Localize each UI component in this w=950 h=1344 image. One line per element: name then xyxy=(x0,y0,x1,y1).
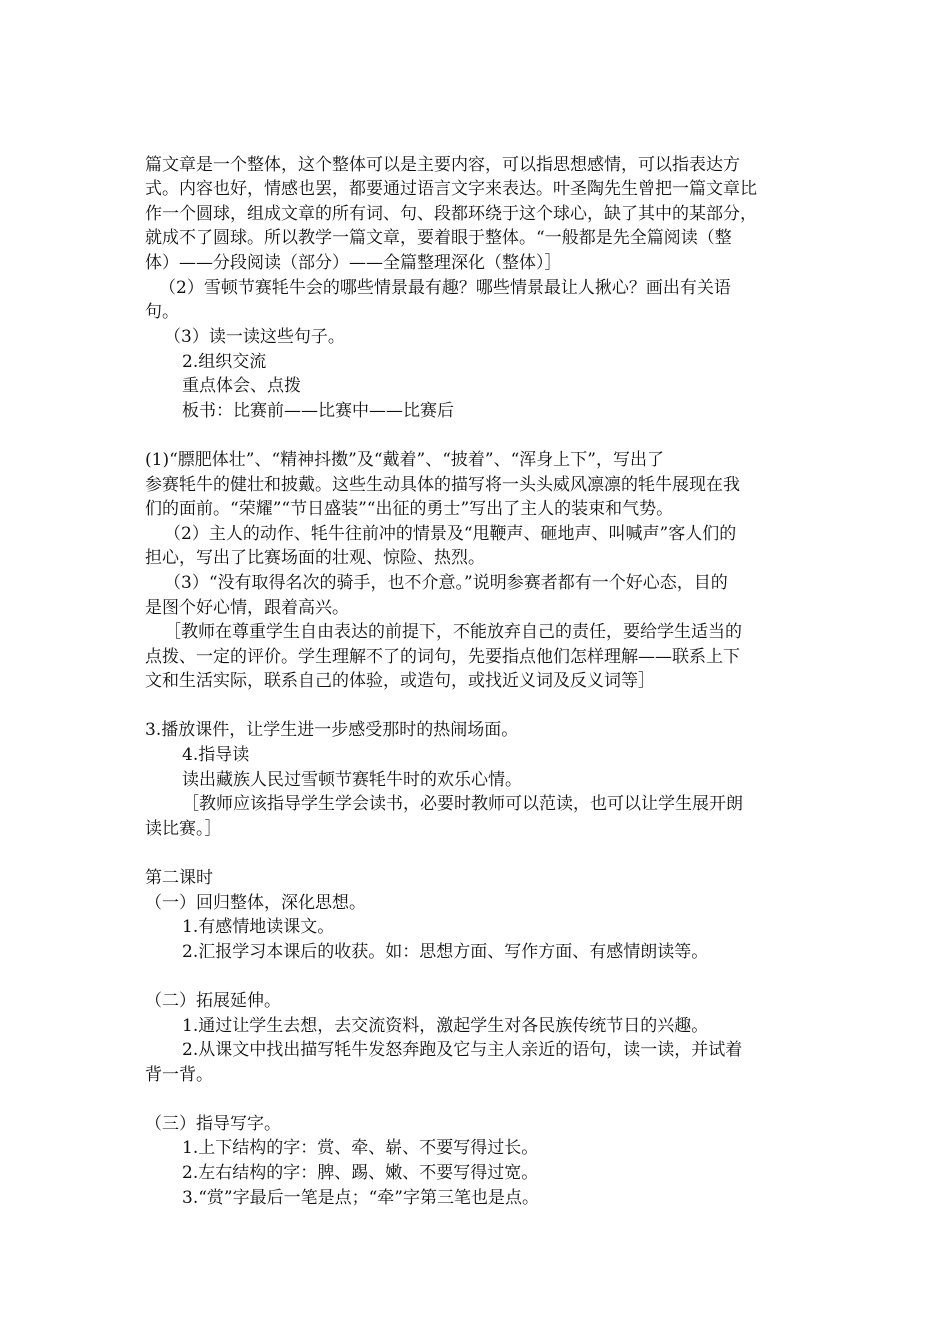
text-line: 文和生活实际，联系自己的体验，或造句，或找近义词及反义词等］ xyxy=(145,671,655,691)
text-line: 1.通过让学生去想，去交流资料，激起学生对各民族传统节日的兴趣。 xyxy=(182,1016,709,1036)
text-line: (1)“膘肥体壮”、“精神抖擞”及“戴着”、“披着”、“浑身上下”，写出了 xyxy=(145,450,664,470)
text-line: （2）雪顿节赛牦牛会的哪些情景最有趣？哪些情景最让人揪心？画出有关语 xyxy=(159,278,731,298)
text-line: （二）拓展延伸。 xyxy=(145,991,281,1011)
text-line: 句。 xyxy=(145,302,179,322)
text-line: 就成不了圆球。所以教学一篇文章，要着眼于整体。“一般都是先全篇阅读（整 xyxy=(145,228,732,248)
text-line: 1.上下结构的字：赏、牵、崭、不要写得过长。 xyxy=(182,1138,539,1158)
text-line: 板书：比赛前——比赛中——比赛后 xyxy=(182,401,454,421)
text-line: 式。内容也好，情感也罢，都要通过语言文字来表达。叶圣陶先生曾把一篇文章比 xyxy=(145,179,757,199)
text-line: （2）主人的动作、牦牛往前冲的情景及“甩鞭声、砸地声、叫喊声”客人们的 xyxy=(164,524,737,544)
text-line: （3）“没有取得名次的骑手，也不介意。”说明参赛者都有一个好心态，目的 xyxy=(164,573,728,593)
text-line: （一）回归整体，深化思想。 xyxy=(145,893,366,913)
text-line: 作一个圆球，组成文章的所有词、句、段都环绕于这个球心，缺了其中的某部分， xyxy=(145,204,757,224)
text-line: 2.从课文中找出描写牦牛发怒奔跑及它与主人亲近的语句，读一读，并试着 xyxy=(182,1040,743,1060)
text-line: 体）——分段阅读（部分）——全篇整理深化（整体）］ xyxy=(145,253,562,273)
text-line: 读比赛。］ xyxy=(145,819,222,839)
text-line: 点拨、一定的评价。学生理解不了的词句，先要指点他们怎样理解——联系上下 xyxy=(145,647,740,667)
text-line: 参赛牦牛的健壮和披戴。这些生动具体的描写将一头头威风凛凛的牦牛展现在我 xyxy=(145,475,740,495)
text-line: 重点体会、点拨 xyxy=(182,376,301,396)
text-line: 2.汇报学习本课后的收获。如：思想方面、写作方面、有感情朗读等。 xyxy=(182,942,709,962)
text-line: ［教师在尊重学生自由表达的前提下，不能放弃自己的责任，要给学生适当的 xyxy=(164,622,742,642)
text-line: 1.有感情地读课文。 xyxy=(182,917,335,937)
text-line: （三）指导写字。 xyxy=(145,1114,281,1134)
text-line: 是图个好心情，跟着高兴。 xyxy=(145,598,349,618)
text-line: 3.播放课件，让学生进一步感受那时的热闹场面。 xyxy=(145,720,519,740)
text-line: 3.“赏”字最后一笔是点；“牵”字第三笔也是点。 xyxy=(182,1188,539,1208)
text-line: 读出藏族人民过雪顿节赛牦牛时的欢乐心情。 xyxy=(182,770,522,790)
text-line: 2.左右结构的字：脾、踢、嫩、不要写得过宽。 xyxy=(182,1163,539,1183)
text-line: 2.组织交流 xyxy=(182,352,267,372)
text-line: 背一背。 xyxy=(145,1065,213,1085)
text-line: 4.指导读 xyxy=(182,745,250,765)
text-line: ［教师应该指导学生学会读书，必要时教师可以范读，也可以让学生展开朗 xyxy=(182,794,743,814)
section-heading: 第二课时 xyxy=(145,868,213,888)
text-line: 们的面前。“荣耀”“节日盛装”“出征的勇士”写出了主人的装束和气势。 xyxy=(145,499,674,519)
text-line: （3）读一读这些句子。 xyxy=(164,327,345,347)
text-line: 篇文章是一个整体，这个整体可以是主要内容，可以指思想感情，可以指表达方 xyxy=(145,155,740,175)
text-line: 担心，写出了比赛场面的壮观、惊险、热烈。 xyxy=(145,548,485,568)
